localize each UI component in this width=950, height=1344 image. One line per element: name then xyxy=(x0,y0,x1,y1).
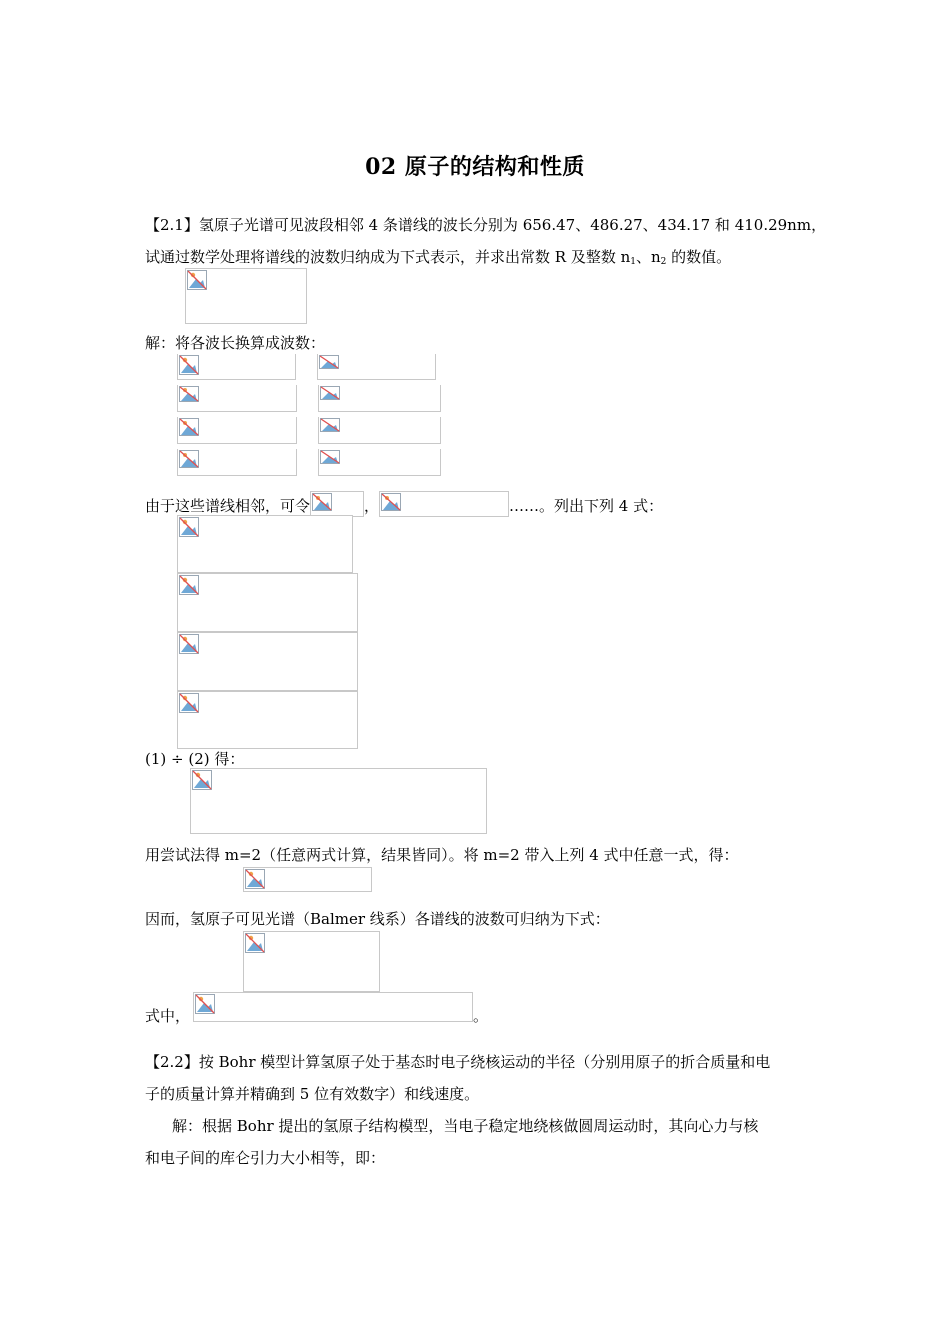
broken-image-icon xyxy=(179,386,199,402)
broken-image-icon xyxy=(245,869,265,889)
broken-image-icon xyxy=(179,575,199,595)
page-title: 02 原子的结构和性质 xyxy=(365,154,585,180)
formula-image xyxy=(318,385,441,412)
broken-image-icon xyxy=(320,386,340,400)
broken-image-icon xyxy=(319,355,339,369)
subscript: 2 xyxy=(660,257,667,267)
ratio-formula-image xyxy=(190,768,487,834)
problem-2-2-solution-line-1: 解：根据 Bohr 提出的氢原子结构模型，当电子稳定地绕核做圆周运动时，其向心力与核 xyxy=(172,1117,759,1135)
text-fragment: ……。列出下列 4 式： xyxy=(509,497,664,515)
broken-image-icon xyxy=(179,693,199,713)
broken-image-icon xyxy=(312,493,332,511)
broken-image-icon xyxy=(381,493,401,511)
equation-2-image xyxy=(177,573,358,632)
problem-2-2-solution-line-2: 和电子间的库仑引力大小相等，即： xyxy=(145,1149,386,1167)
trial-statement: 用尝试法得 m=2（任意两式计算，结果皆同）。将 m=2 带入上列 4 式中任意一式，得： xyxy=(145,846,739,864)
problem-2-2-line-2: 子的质量计算并精确到 5 位有效数字）和线速度。 xyxy=(145,1085,480,1103)
text-fragment: 的数值。 xyxy=(666,248,732,266)
broken-image-icon xyxy=(195,994,215,1014)
r-value-image xyxy=(243,867,372,892)
formula-image xyxy=(177,417,297,444)
period-mark: 。 xyxy=(473,1007,489,1025)
problem-2-1-line-1: 【2.1】氢原子光谱可见波段相邻 4 条谱线的波长分别为 656.47、486.27、434.17 和 410.29nm， xyxy=(145,216,827,234)
formula-image xyxy=(317,354,436,380)
formula-image xyxy=(310,491,364,517)
balmer-formula-image xyxy=(243,931,380,992)
formula-image xyxy=(177,449,297,476)
text-fragment: ， xyxy=(364,497,380,515)
broken-image-icon xyxy=(320,418,340,432)
division-statement: (1) ÷ (2) 得： xyxy=(145,750,245,768)
broken-image-icon xyxy=(179,634,199,654)
balmer-statement: 因而，氢原子可见光谱（Balmer 线系）各谱线的波数可归纳为下式： xyxy=(145,910,610,928)
text-fragment: 、n xyxy=(636,248,661,266)
equation-1-image xyxy=(177,515,353,573)
formula-image xyxy=(318,449,441,476)
problem-2-2-line-1: 【2.2】按 Bohr 模型计算氢原子处于基态时电子绕核运动的半径（分别用原子的折合质量和电 xyxy=(145,1053,771,1071)
broken-image-icon xyxy=(179,450,199,468)
broken-image-icon xyxy=(179,517,199,537)
formula-image xyxy=(177,385,297,412)
where-label: 式中， xyxy=(145,1007,191,1025)
formula-image xyxy=(379,491,509,517)
broken-image-icon xyxy=(320,450,340,464)
broken-image-icon xyxy=(192,770,212,790)
formula-image xyxy=(177,354,296,380)
broken-image-icon xyxy=(179,418,199,436)
text-fragment: 由于这些谱线相邻，可令 xyxy=(145,497,311,515)
equation-3-image xyxy=(177,632,358,691)
adjacent-lines-statement xyxy=(145,491,663,517)
solution-intro: 解：将各波长换算成波数： xyxy=(145,334,326,352)
formula-image xyxy=(185,268,307,324)
subscript: 1 xyxy=(630,257,636,267)
formula-image xyxy=(318,417,441,444)
broken-image-icon xyxy=(245,933,265,953)
broken-image-icon xyxy=(187,270,207,290)
equation-4-image xyxy=(177,691,358,749)
constants-image xyxy=(193,992,473,1022)
text-fragment: 试通过数学处理将谱线的波数归纳成为下式表示，并求出常数 R 及整数 n xyxy=(145,248,631,266)
broken-image-icon xyxy=(179,355,199,375)
